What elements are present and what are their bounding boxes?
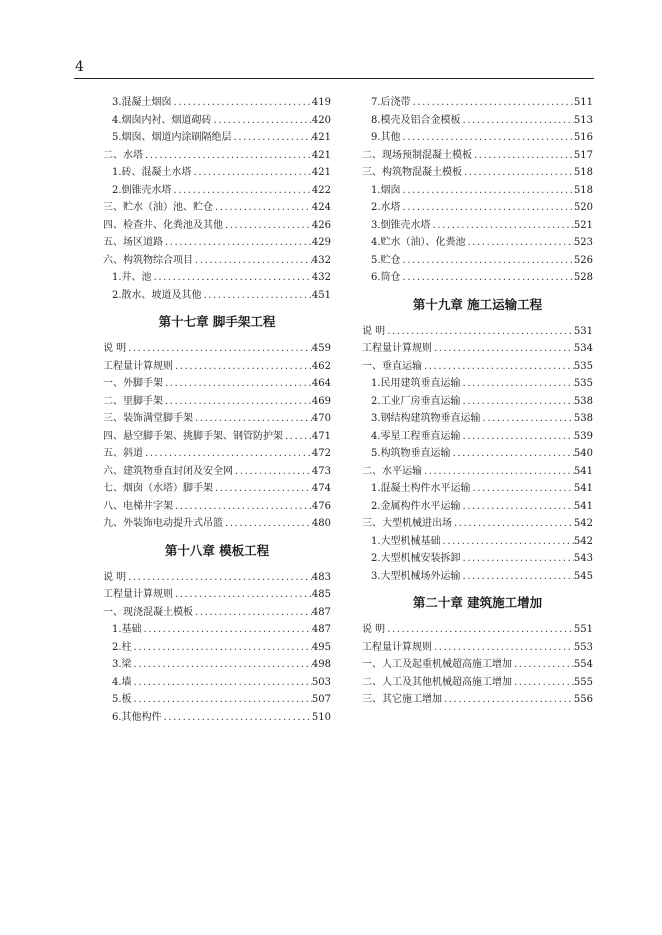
toc-entry[interactable]: [103, 498, 331, 516]
dot-leader: [132, 691, 312, 709]
toc-entry-page-number: 464: [311, 378, 331, 389]
toc-entry-label: 六、建筑物垂直封闭及安全网: [103, 465, 233, 477]
toc-entry[interactable]: [362, 621, 593, 639]
chapter-20-title: 第二十章 建筑施工增加: [412, 595, 543, 610]
dot-leader: [431, 217, 574, 235]
dot-leader: [162, 709, 312, 727]
toc-entry-page-number: 495: [311, 641, 331, 653]
toc-entry-label: 4.零星工程垂直运输: [371, 430, 461, 442]
dot-leader: [401, 269, 574, 287]
toc-entry-label: 四、悬空脚手架、挑脚手架、钢管防护架: [103, 430, 283, 442]
toc-entry-page-number: 543: [573, 553, 593, 564]
toc-entry[interactable]: [103, 515, 331, 533]
dot-leader: [441, 533, 574, 551]
toc-entry-page-number: 542: [573, 535, 593, 547]
toc-entry[interactable]: [362, 550, 593, 568]
toc-entry[interactable]: [362, 445, 593, 463]
dot-leader: [163, 393, 312, 411]
toc-entry[interactable]: [103, 604, 331, 622]
toc-entry[interactable]: [103, 621, 331, 639]
toc-entry-page-number: 531: [573, 325, 593, 337]
toc-entry-label: 1.基础: [112, 624, 142, 635]
toc-entry[interactable]: [362, 480, 593, 498]
toc-entry[interactable]: [362, 358, 593, 376]
toc-entry[interactable]: [362, 375, 593, 393]
toc-entry-page-number: 485: [311, 589, 331, 600]
chapter-17-title: 第十七章 脚手架工程: [158, 314, 276, 329]
toc-entry-page-number: 421: [311, 167, 331, 178]
dot-leader: [132, 656, 312, 674]
toc-entry[interactable]: [103, 94, 331, 112]
toc-entry[interactable]: [103, 234, 331, 252]
toc-entry[interactable]: [103, 287, 331, 305]
toc-entry-page-number: 541: [573, 465, 593, 477]
toc-entry-label: 九、外装饰电动提升式吊篮: [103, 518, 223, 529]
toc-entry-label: 3.钢结构建筑物垂直运输: [371, 413, 481, 424]
toc-entry[interactable]: [362, 323, 593, 341]
toc-entry-label: 2.柱: [112, 641, 132, 653]
dot-leader: [283, 428, 312, 446]
toc-entry-label: 七、烟囱（水塔）脚手架: [103, 483, 213, 494]
toc-entry[interactable]: [103, 656, 331, 674]
toc-entry[interactable]: [103, 586, 331, 604]
toc-entry-label: 5.烟囱、烟道内涂刷隔绝层: [112, 132, 232, 143]
dot-leader: [401, 252, 574, 270]
toc-entry-page-number: 554: [573, 659, 593, 670]
toc-entry-page-number: 528: [573, 272, 593, 283]
dot-leader: [233, 463, 312, 481]
toc-entry-label: 一、外脚手架: [103, 378, 163, 389]
toc-entry-label: 6.其他构件: [112, 711, 162, 723]
toc-entry-page-number: 476: [311, 500, 331, 512]
dot-leader: [481, 410, 574, 428]
toc-entry[interactable]: [362, 533, 593, 551]
toc-entry-label: 3.倒锥壳水塔: [371, 219, 431, 231]
toc-entry-label: 八、电梯井字架: [103, 500, 173, 512]
toc-entry-label: 工程量计算规则: [103, 360, 173, 372]
toc-entry-page-number: 542: [573, 518, 593, 529]
toc-entry-page-number: 538: [573, 395, 593, 407]
toc-entry-page-number: 526: [573, 254, 593, 266]
dot-leader: [142, 621, 312, 639]
dot-leader: [213, 480, 312, 498]
toc-entry-page-number: 521: [573, 219, 593, 231]
toc-entry[interactable]: [362, 515, 593, 533]
toc-entry-page-number: 429: [311, 237, 331, 248]
dot-leader: [461, 428, 574, 446]
dot-leader: [223, 515, 312, 533]
toc-entry[interactable]: [103, 147, 331, 165]
dot-leader: [163, 375, 312, 393]
toc-entry-label: 工程量计算规则: [362, 641, 432, 653]
toc-entry[interactable]: [362, 129, 593, 147]
toc-entry[interactable]: [362, 463, 593, 481]
toc-entry-label: 1.砖、混凝土水塔: [112, 167, 192, 178]
toc-entry-label: 5.板: [112, 694, 132, 705]
toc-entry-label: 2.金属构件水平运输: [371, 500, 461, 512]
toc-entry-page-number: 503: [311, 676, 331, 688]
toc-entry-label: 5.贮仓: [371, 254, 401, 266]
dot-leader: [452, 515, 574, 533]
toc-group: [103, 569, 331, 727]
toc-entry[interactable]: [362, 199, 593, 217]
dot-leader: [126, 569, 312, 587]
toc-entry-page-number: 556: [573, 694, 593, 705]
toc-entry-label: 三、装饰满堂脚手架: [103, 413, 193, 424]
toc-entry-page-number: 469: [311, 395, 331, 407]
toc-entry-label: 9.其他: [371, 132, 401, 143]
toc-entry-page-number: 421: [311, 149, 331, 161]
toc-entry-page-number: 487: [311, 606, 331, 618]
toc-entry[interactable]: [362, 428, 593, 446]
toc-entry[interactable]: [103, 393, 331, 411]
toc-entry[interactable]: [362, 656, 593, 674]
toc-entry[interactable]: [103, 463, 331, 481]
toc-entry-label: 3.大型机械场外运输: [371, 570, 461, 582]
toc-entry[interactable]: [362, 252, 593, 270]
toc-entry[interactable]: [362, 691, 593, 709]
dot-leader: [401, 199, 574, 217]
dot-leader: [461, 393, 574, 411]
toc-entry-label: 二、水平运输: [362, 465, 422, 477]
toc-entry[interactable]: [103, 269, 331, 287]
toc-entry-label: 二、水塔: [103, 149, 143, 161]
toc-entry-label: 2.散水、坡道及其他: [112, 289, 202, 301]
toc-entry-label: 五、场区道路: [103, 237, 163, 248]
toc-entry[interactable]: [103, 428, 331, 446]
toc-entry[interactable]: [103, 375, 331, 393]
toc-entry[interactable]: [362, 182, 593, 200]
toc-entry[interactable]: [103, 112, 331, 130]
toc-entry-page-number: 551: [573, 624, 593, 635]
toc-entry[interactable]: [103, 199, 331, 217]
toc-entry-page-number: 518: [573, 167, 593, 178]
toc-entry-label: 1.大型机械基础: [371, 535, 441, 547]
toc-entry-page-number: 432: [311, 254, 331, 266]
toc-entry[interactable]: [362, 340, 593, 358]
header-rule: [74, 78, 594, 79]
toc-entry-page-number: 472: [311, 448, 331, 459]
toc-entry-label: 一、现浇混凝土模板: [103, 606, 193, 618]
toc-entry-page-number: 483: [311, 571, 331, 583]
toc-entry-page-number: 545: [573, 570, 593, 582]
toc-entry-label: 三、构筑物混凝土模板: [362, 167, 462, 178]
dot-leader: [172, 94, 312, 112]
toc-entry-page-number: 507: [311, 694, 331, 705]
toc-entry-page-number: 473: [311, 465, 331, 477]
toc-entry[interactable]: [103, 182, 331, 200]
toc-entry[interactable]: [103, 480, 331, 498]
toc-entry-page-number: 516: [573, 132, 593, 143]
toc-entry[interactable]: [362, 112, 593, 130]
toc-entry-page-number: 513: [573, 114, 593, 126]
dot-leader: [462, 164, 574, 182]
toc-entry[interactable]: [103, 358, 331, 376]
dot-leader: [232, 129, 312, 147]
toc-entry-label: 4.贮水（油）、化粪池: [371, 237, 466, 248]
dot-leader: [472, 147, 574, 165]
dot-leader: [163, 234, 312, 252]
dot-leader: [385, 323, 574, 341]
dot-leader: [152, 269, 312, 287]
dot-leader: [193, 252, 312, 270]
dot-leader: [461, 498, 574, 516]
toc-entry-page-number: 539: [573, 430, 593, 442]
toc-entry-label: 说 明: [103, 571, 127, 583]
toc-entry-page-number: 520: [573, 202, 593, 213]
dot-leader: [451, 445, 574, 463]
toc-entry-page-number: 517: [573, 149, 593, 161]
dot-leader: [442, 691, 574, 709]
toc-entry-page-number: 535: [573, 378, 593, 389]
toc-entry-page-number: 553: [573, 641, 593, 653]
toc-entry-page-number: 419: [311, 97, 331, 108]
toc-entry-page-number: 422: [311, 184, 331, 196]
toc-entry[interactable]: [362, 217, 593, 235]
toc-entry-label: 三、贮水（油）池、贮仓: [103, 202, 213, 213]
toc-entry-page-number: 510: [311, 711, 331, 723]
dot-leader: [385, 621, 574, 639]
toc-entry-label: 1.烟囱: [371, 184, 401, 196]
toc-entry[interactable]: [103, 639, 331, 657]
toc-entry[interactable]: [362, 164, 593, 182]
toc-entry-page-number: 487: [311, 624, 331, 635]
dot-leader: [471, 480, 574, 498]
toc-entry-label: 说 明: [103, 343, 127, 354]
dot-leader: [223, 217, 312, 235]
toc-entry-page-number: 540: [573, 448, 593, 459]
dot-leader: [193, 604, 312, 622]
dot-leader: [461, 375, 574, 393]
toc-entry-page-number: 555: [573, 676, 593, 688]
toc-entry-label: 2.水塔: [371, 202, 401, 213]
dot-leader: [126, 340, 312, 358]
toc-entry-label: 工程量计算规则: [103, 589, 173, 600]
toc-entry[interactable]: [362, 147, 593, 165]
chapter-19-title: 第十九章 施工运输工程: [412, 296, 543, 312]
toc-entry-page-number: 424: [311, 202, 331, 213]
toc-entry-label: 4.墙: [112, 676, 132, 688]
toc-entry-page-number: 432: [311, 272, 331, 283]
dot-leader: [143, 147, 312, 165]
dot-leader: [173, 358, 312, 376]
toc-entry-page-number: 462: [311, 360, 331, 372]
toc-entry-label: 3.梁: [112, 659, 132, 670]
toc-entry-page-number: 470: [311, 413, 331, 424]
dot-leader: [172, 182, 312, 200]
dot-leader: [173, 586, 312, 604]
toc-entry-page-number: 451: [311, 289, 331, 301]
toc-entry[interactable]: [103, 709, 331, 727]
toc-entry-label: 五、斜道: [103, 448, 143, 459]
dot-leader: [466, 234, 574, 252]
toc-entry-page-number: 535: [573, 360, 593, 372]
dot-leader: [401, 182, 574, 200]
toc-entry-page-number: 523: [573, 237, 593, 248]
toc-group: [103, 340, 331, 533]
toc-entry-label: 6.筒仓: [371, 272, 401, 283]
toc-entry[interactable]: [362, 393, 593, 411]
toc-entry-label: 二、里脚手架: [103, 395, 163, 407]
toc-entry[interactable]: [362, 568, 593, 586]
dot-leader: [461, 568, 574, 586]
toc-right-column: [362, 94, 593, 709]
toc-entry-page-number: 541: [573, 500, 593, 512]
toc-entry-page-number: 541: [573, 483, 593, 494]
dot-leader: [212, 112, 312, 130]
toc-entry-label: 说 明: [362, 624, 386, 635]
toc-entry-label: 3.混凝土烟囱: [112, 97, 172, 108]
toc-group: [103, 94, 331, 304]
toc-entry[interactable]: [103, 217, 331, 235]
toc-entry-label: 2.工业厂房垂直运输: [371, 395, 461, 407]
chapter-18-title: 第十八章 模板工程: [164, 542, 270, 558]
toc-entry-page-number: 498: [311, 659, 331, 670]
toc-entry-label: 二、人工及其他机械超高施工增加: [362, 676, 512, 688]
toc-entry-label: 二、现场预制混凝土模板: [362, 149, 472, 161]
dot-leader: [432, 639, 574, 657]
dot-leader: [432, 340, 574, 358]
dot-leader: [461, 112, 574, 130]
toc-entry-label: 5.构筑物垂直运输: [371, 448, 451, 459]
toc-entry[interactable]: [103, 252, 331, 270]
toc-entry-label: 一、垂直运输: [362, 360, 422, 372]
toc-entry[interactable]: [103, 129, 331, 147]
toc-entry-label: 工程量计算规则: [362, 343, 432, 354]
dot-leader: [422, 358, 574, 376]
dot-leader: [512, 656, 574, 674]
toc-entry-page-number: 420: [311, 114, 331, 126]
dot-leader: [401, 129, 574, 147]
toc-entry-label: 7.后浇带: [371, 97, 411, 108]
toc-entry-label: 1.混凝土构件水平运输: [371, 483, 471, 494]
toc-entry-label: 六、构筑物综合项目: [103, 254, 193, 266]
toc-entry-page-number: 511: [573, 97, 593, 108]
toc-group: [362, 621, 593, 709]
dot-leader: [213, 199, 312, 217]
toc-entry[interactable]: [362, 498, 593, 516]
toc-entry[interactable]: [362, 234, 593, 252]
toc-entry-page-number: 538: [573, 413, 593, 424]
toc-entry-label: 2.倒锥壳水塔: [112, 184, 172, 196]
toc-entry-page-number: 474: [311, 483, 331, 494]
toc-entry-page-number: 459: [311, 343, 331, 354]
toc-entry-label: 2.大型机械安装拆卸: [371, 553, 461, 564]
toc-entry-page-number: 534: [573, 343, 593, 354]
toc-entry-page-number: 426: [311, 219, 331, 231]
toc-left-column: [103, 94, 331, 726]
toc-entry-label: 1.民用建筑垂直运输: [371, 378, 461, 389]
toc-group: [362, 94, 593, 287]
toc-entry[interactable]: [103, 445, 331, 463]
dot-leader: [193, 410, 312, 428]
dot-leader: [143, 445, 312, 463]
toc-entry[interactable]: [362, 269, 593, 287]
toc-entry-label: 三、大型机械进出场: [362, 518, 452, 529]
dot-leader: [132, 639, 312, 657]
toc-entry-page-number: 421: [311, 132, 331, 143]
dot-leader: [173, 498, 312, 516]
toc-entry[interactable]: [103, 569, 331, 587]
toc-entry-label: 一、人工及起重机械超高施工增加: [362, 659, 512, 670]
dot-leader: [422, 463, 574, 481]
toc-entry[interactable]: [103, 674, 331, 692]
toc-entry[interactable]: [103, 340, 331, 358]
toc-entry-label: 4.烟囱内衬、烟道砌砖: [112, 114, 212, 126]
toc-entry-label: 8.模壳及铝合金模板: [371, 114, 461, 126]
dot-leader: [411, 94, 574, 112]
toc-entry[interactable]: [362, 639, 593, 657]
toc-entry[interactable]: [103, 410, 331, 428]
toc-entry-page-number: 480: [311, 518, 331, 529]
dot-leader: [192, 164, 312, 182]
toc-entry-label: 1.井、池: [112, 272, 152, 283]
toc-entry[interactable]: [362, 410, 593, 428]
toc-entry-page-number: 471: [311, 430, 331, 442]
toc-entry-label: 说 明: [362, 325, 386, 337]
toc-entry[interactable]: [362, 94, 593, 112]
toc-entry-label: 四、检查井、化粪池及其他: [103, 219, 223, 231]
dot-leader: [461, 550, 574, 568]
toc-entry-label: 三、其它施工增加: [362, 694, 442, 705]
toc-entry[interactable]: [362, 674, 593, 692]
toc-entry[interactable]: [103, 164, 331, 182]
dot-leader: [202, 287, 312, 305]
toc-group: [362, 323, 593, 586]
dot-leader: [512, 674, 574, 692]
toc-entry[interactable]: [103, 691, 331, 709]
dot-leader: [132, 674, 312, 692]
toc-entry-page-number: 518: [573, 184, 593, 196]
page-number: 4: [75, 59, 84, 75]
